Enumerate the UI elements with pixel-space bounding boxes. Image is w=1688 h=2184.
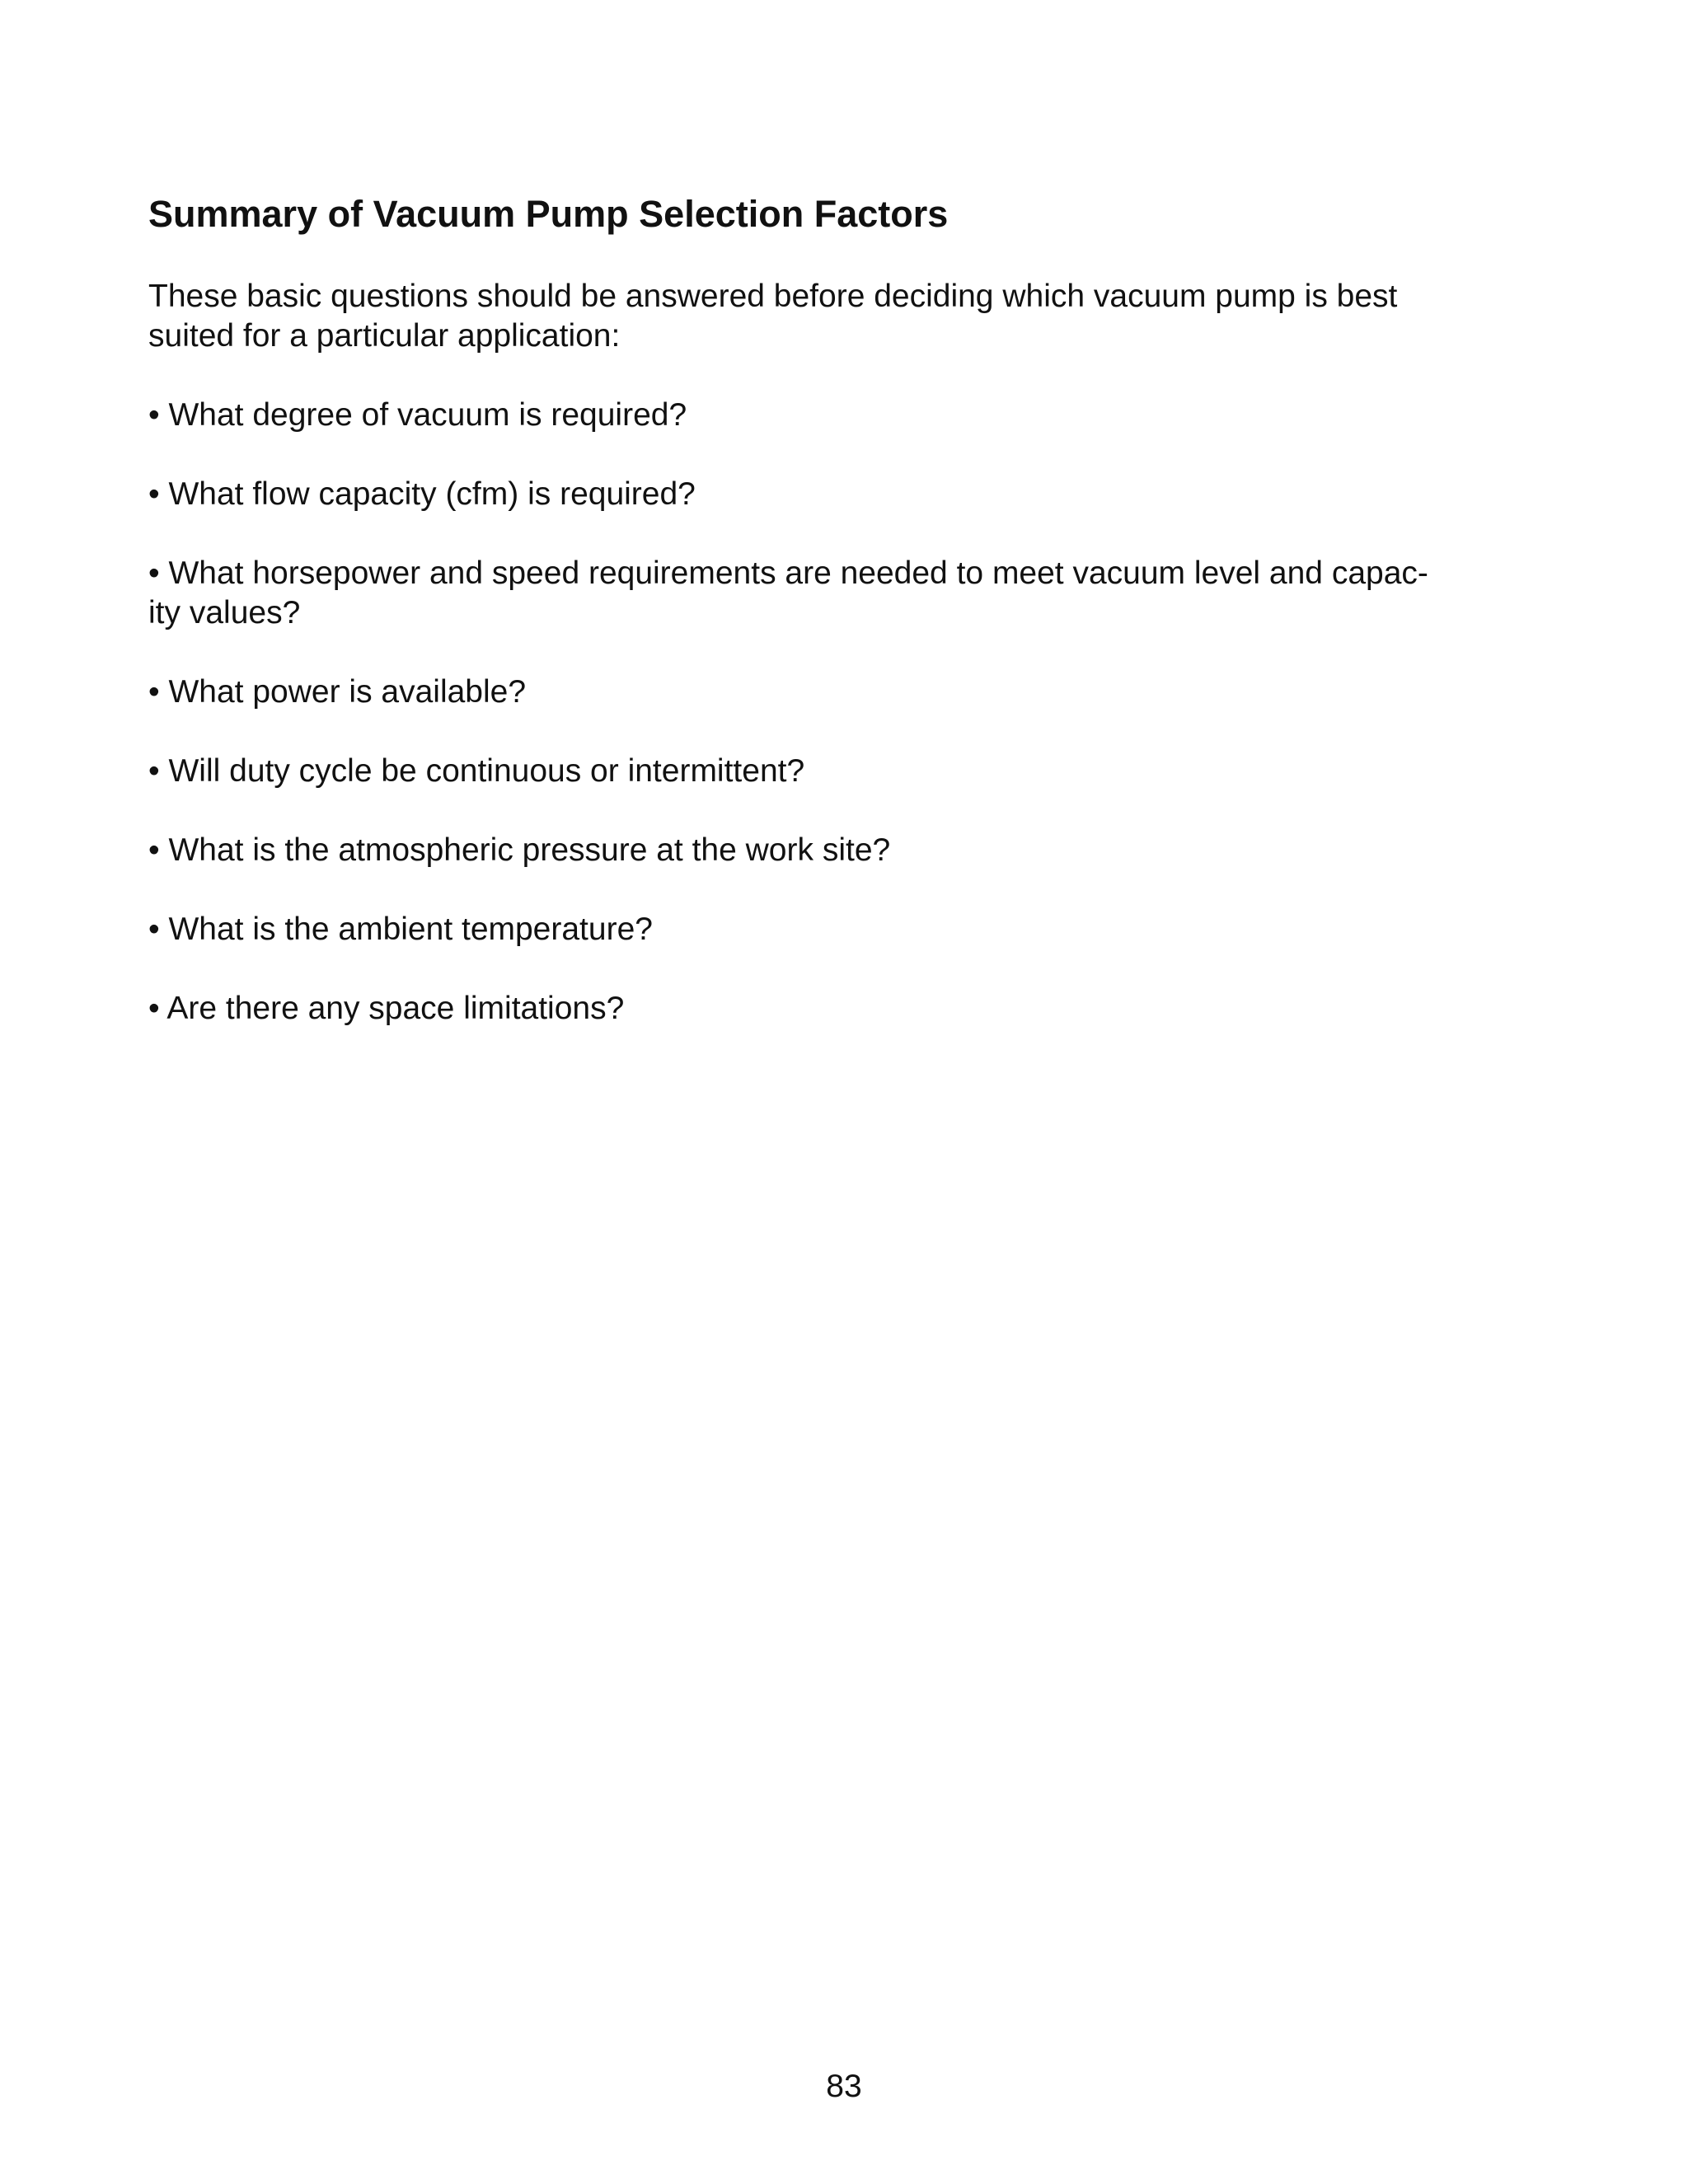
- document-content: [148, 191, 1492, 1068]
- page-title: Summary of Vacuum Pump Selection Factors: [148, 193, 949, 235]
- list-item-horsepower-speed: [148, 554, 1492, 633]
- list-item-atmospheric-pressure: • What is the atmospheric pressure at the work site?: [148, 832, 891, 868]
- list-item-degree-of-vacuum: • What degree of vacuum is required?: [148, 397, 687, 433]
- list-item-ambient-temperature: • What is the ambient temperature?: [148, 912, 653, 947]
- list-item-flow-capacity: • What flow capacity (cfm) is required?: [148, 476, 696, 512]
- page-number: 83: [826, 2069, 862, 2104]
- list-item-horsepower-line-2: ity values?: [148, 595, 301, 630]
- intro-paragraph: These basic questions should be answered before deciding which vacuum pump is best suited for a particular application:: [148, 279, 1398, 354]
- selection-factors-list: [148, 396, 1492, 1029]
- list-item-power-available: • What power is available?: [148, 674, 527, 710]
- list-item-space-limitations: • Are there any space limitations?: [148, 991, 625, 1026]
- list-item-horsepower-line-1: • What horsepower and speed requirements are needed to meet vacuum level and capac-: [148, 555, 1428, 591]
- list-item-duty-cycle: • Will duty cycle be continuous or intermittent?: [148, 753, 805, 789]
